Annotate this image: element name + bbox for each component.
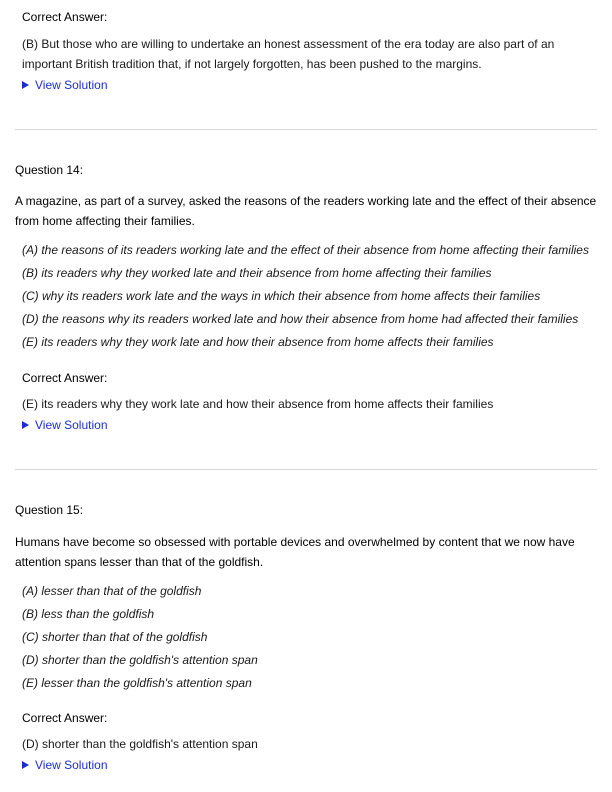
view-solution-link-q13[interactable] [22, 77, 108, 93]
play-triangle-icon [22, 761, 29, 769]
question-15-stem-line2: attention spans lesser than that of the goldfish. [15, 555, 264, 569]
view-solution-link-q15[interactable] [22, 757, 108, 773]
play-triangle-icon [22, 81, 29, 89]
q15-answer-section [22, 711, 602, 773]
question-15-title: Question 15: [15, 503, 84, 517]
option-b[interactable]: (B) its readers why they worked late and their absence from home affecting their families [22, 266, 492, 280]
correct-answer-label: Correct Answer: [22, 10, 108, 24]
correct-answer-label: Correct Answer: [22, 371, 108, 385]
question-14-options [22, 239, 602, 354]
view-solution-link-q14[interactable] [22, 417, 108, 433]
correct-answer-label: Correct Answer: [22, 711, 108, 725]
option-b[interactable]: (B) less than the goldfish [22, 607, 155, 621]
option-c[interactable]: (C) shorter than that of the goldfish [22, 630, 208, 644]
question-15-options [22, 580, 602, 695]
option-e[interactable]: (E) lesser than the goldfish's attention span [22, 676, 252, 690]
view-solution-label: View Solution [35, 418, 108, 432]
question-14-title: Question 14: [15, 163, 84, 177]
view-solution-label: View Solution [35, 758, 108, 772]
divider [15, 129, 597, 130]
correct-answer-text-line1: (B) But those who are willing to undertake an honest assessment of the era today are also part of an [22, 37, 555, 51]
question-15-stem [15, 532, 605, 572]
play-triangle-icon [22, 421, 29, 429]
correct-answer-text-line2: important British tradition that, if not largely forgotten, has been pushed to the margins. [22, 57, 482, 71]
question-15-stem-line1: Humans have become so obsessed with portable devices and overwhelmed by content that we now have [15, 535, 575, 549]
divider [15, 469, 597, 470]
q13-answer-section [22, 10, 602, 93]
correct-answer-text: (E) its readers why they work late and how their absence from home affects their families [22, 397, 494, 411]
option-a[interactable]: (A) lesser than that of the goldfish [22, 584, 202, 598]
option-a[interactable]: (A) the reasons of its readers working late and the effect of their absence from home affecting their families [22, 243, 589, 257]
question-14-stem-line1: A magazine, as part of a survey, asked the reasons of the readers working late and the effect of their absence [15, 194, 597, 208]
correct-answer-text: (D) shorter than the goldfish's attention span [22, 737, 258, 751]
option-d[interactable]: (D) the reasons why its readers worked late and how their absence from home had affected their families [22, 312, 579, 326]
view-solution-label: View Solution [35, 78, 108, 92]
option-d[interactable]: (D) shorter than the goldfish's attention span [22, 653, 258, 667]
q14-answer-section [22, 371, 602, 433]
question-14-stem [15, 191, 605, 231]
option-c[interactable]: (C) why its readers work late and the ways in which their absence from home affects their families [22, 289, 541, 303]
option-e[interactable]: (E) its readers why they work late and how their absence from home affects their families [22, 335, 494, 349]
question-14-stem-line2: from home affecting their families. [15, 214, 195, 228]
